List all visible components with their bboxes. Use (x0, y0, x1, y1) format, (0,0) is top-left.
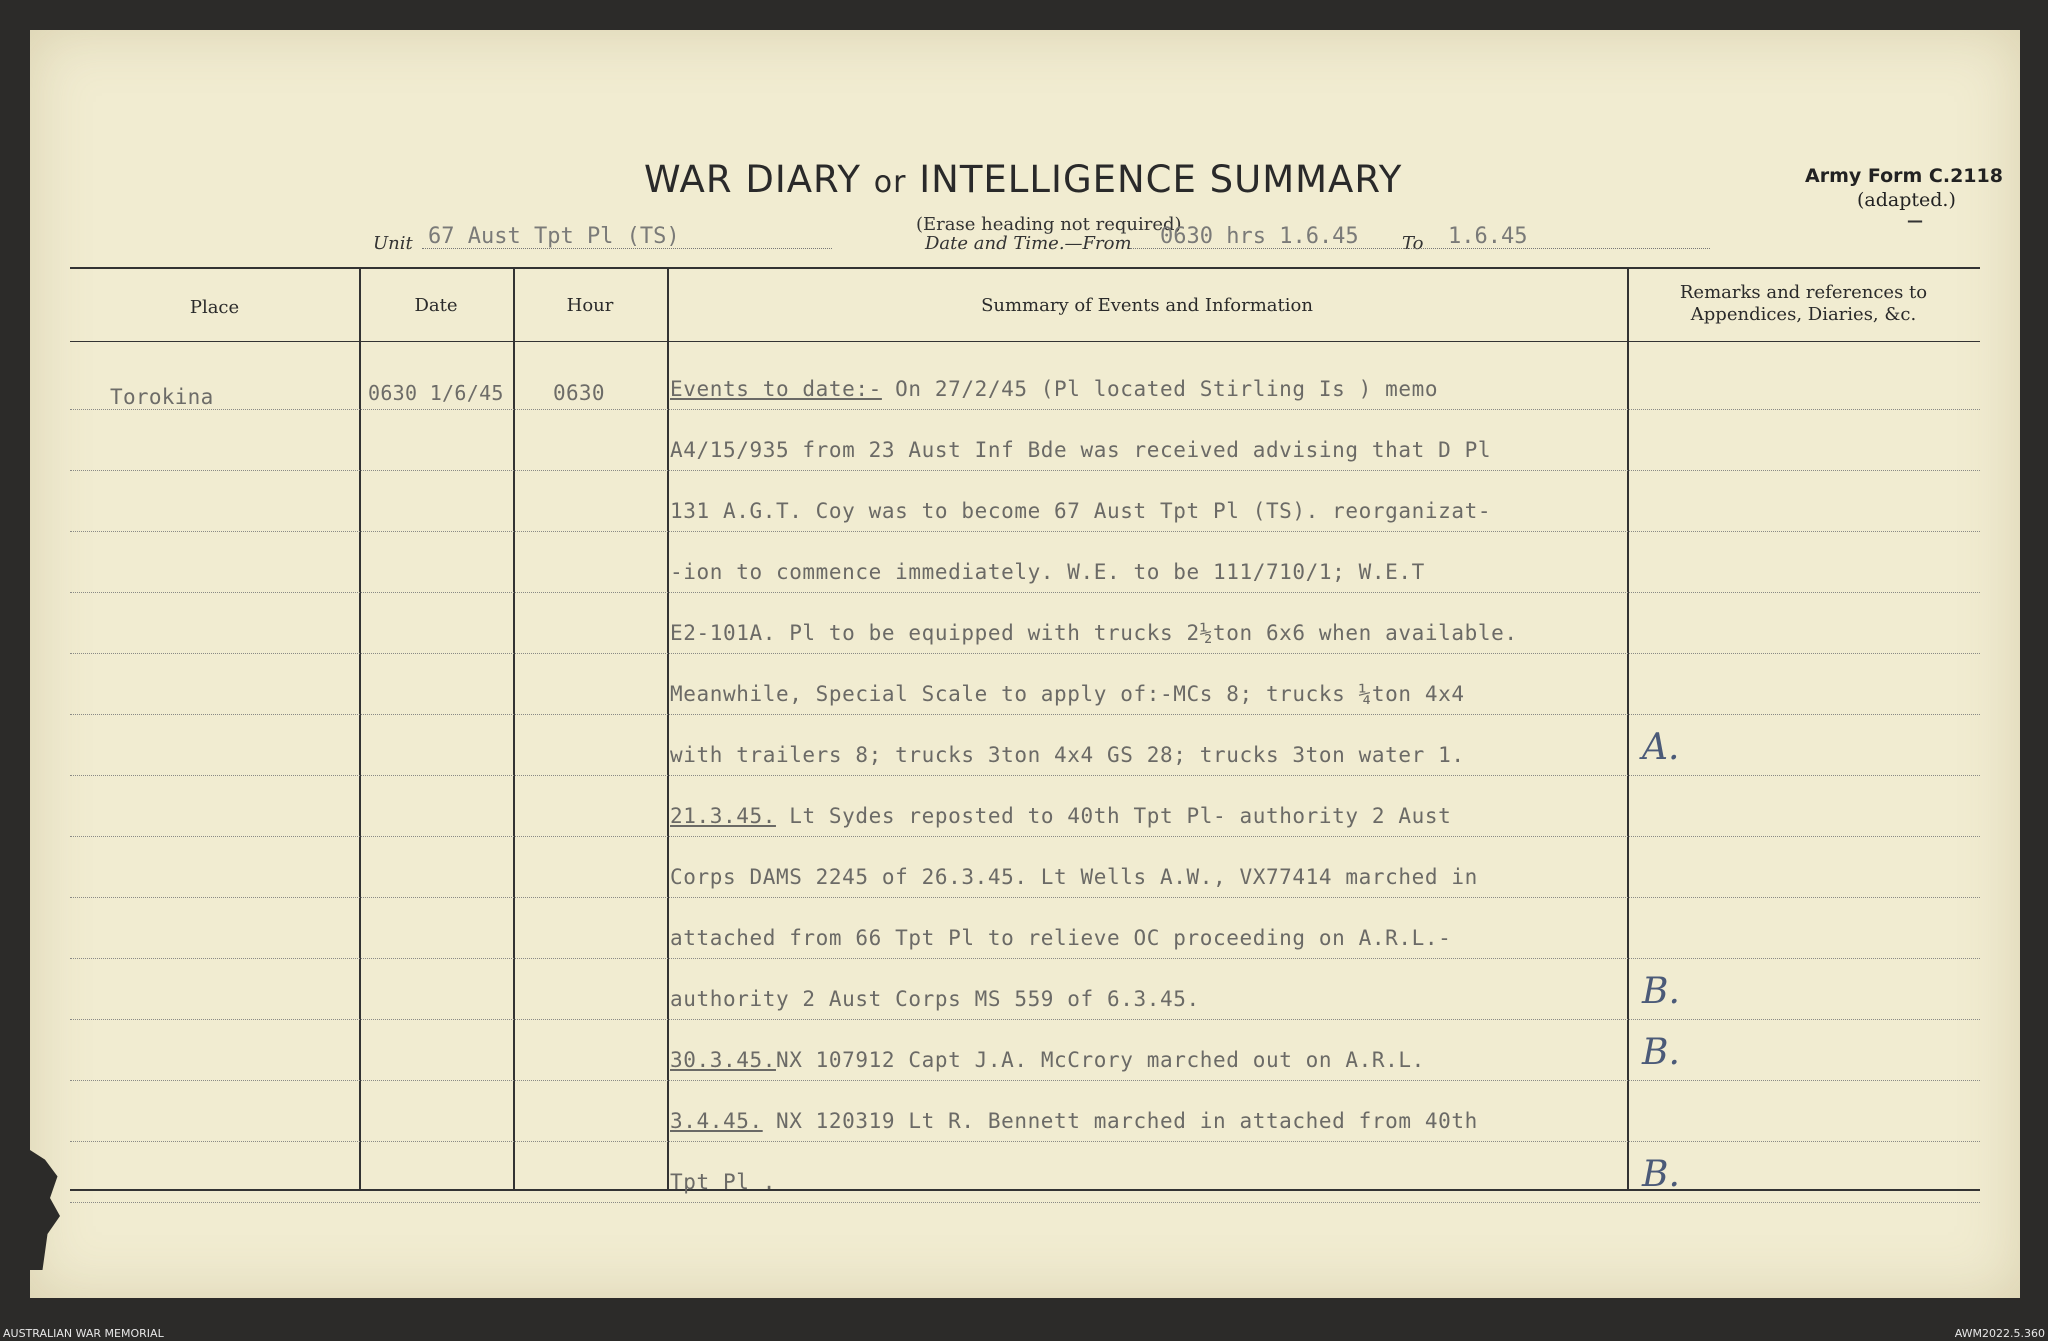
col-header-summary: Summary of Events and Information (981, 295, 1313, 316)
summary-line (670, 1048, 1425, 1072)
army-form-adapted: (adapted.) (1857, 189, 1956, 211)
diary-page (30, 30, 2020, 1298)
row-rule (70, 592, 1980, 593)
entry-date-lead: 30.3.45. (670, 1048, 776, 1072)
page-title (644, 158, 1402, 201)
entry-text: -ion to commence immediately. W.E. to be 111/710/1; W.E.T (670, 560, 1425, 584)
row-rule (70, 1080, 1980, 1081)
col-divider-hour (667, 267, 669, 1189)
summary-line (670, 743, 1465, 767)
row-rule (70, 409, 1980, 410)
entry-text: Tpt Pl . (670, 1170, 776, 1194)
datetime-label: Date and Time.—From (925, 233, 1132, 254)
col-divider-place (359, 267, 361, 1189)
remark-initial-mark: B. (1642, 1154, 1680, 1195)
row-rule (70, 1019, 1980, 1020)
entry-text: with trailers 8; trucks 3ton 4x4 GS 28; trucks 3ton water 1. (670, 743, 1465, 767)
remark-initial-mark: A. (1642, 727, 1680, 768)
datetime-dotted-line (1130, 248, 1710, 249)
row-rule (70, 531, 1980, 532)
row-rule (70, 470, 1980, 471)
unit-value: 67 Aust Tpt Pl (TS) (428, 224, 680, 249)
entry-text: authority 2 Aust Corps MS 559 of 6.3.45. (670, 987, 1200, 1011)
row-rule (70, 897, 1980, 898)
unit-label: Unit (373, 233, 413, 254)
col-header-place: Place (189, 297, 240, 318)
row-rule (70, 958, 1980, 959)
table-top-rule (70, 267, 1980, 269)
remark-initial-mark: B. (1642, 971, 1680, 1012)
table-header-rule (70, 341, 1980, 342)
row-rule (70, 653, 1980, 654)
entry-date-lead: Events to date:- (670, 377, 882, 401)
entry-date-lead: 3.4.45. (670, 1109, 763, 1133)
summary-line (670, 560, 1425, 584)
entry-text: Meanwhile, Special Scale to apply of:-MCs 8; trucks ¼ton 4x4 (670, 682, 1465, 706)
table-bottom-rule (70, 1189, 1980, 1191)
title-or: or (873, 165, 907, 200)
cell-hour: 0630 (553, 381, 605, 405)
row-rule (70, 1141, 1980, 1142)
entry-text: Corps DAMS 2245 of 26.3.45. Lt Wells A.W., VX77414 marched in (670, 865, 1478, 889)
to-value: 1.6.45 (1448, 224, 1528, 249)
summary-line (670, 804, 1451, 828)
erase-heading-note: (Erase heading not required) (916, 214, 1182, 235)
entry-text: 131 A.G.T. Coy was to become 67 Aust Tpt Pl (TS). reorganizat- (670, 499, 1492, 523)
entry-text: NX 107912 Capt J.A. McCrory marched out on A.R.L. (775, 1048, 1425, 1072)
remarks-header-line1: Remarks and references to (1679, 282, 1928, 303)
col-header-hour: Hour (566, 295, 614, 316)
summary-line (670, 987, 1200, 1011)
summary-line (670, 865, 1478, 889)
summary-line (670, 1170, 776, 1194)
remarks-header-line2: Appendices, Diaries, &c. (1690, 304, 1917, 325)
entry-text: attached from 66 Tpt Pl to relieve OC proceeding on A.R.L.- (670, 926, 1452, 950)
row-rule (70, 1202, 1980, 1203)
army-form-number: Army Form C.2118 (1805, 165, 2003, 187)
diary-table (70, 267, 1980, 1197)
summary-line (670, 438, 1491, 462)
from-value: 0630 hrs 1.6.45 (1160, 224, 1359, 249)
cell-place: Torokina (110, 385, 214, 409)
to-label: To (1402, 233, 1424, 254)
title-intelligence-summary: INTELLIGENCE SUMMARY (919, 158, 1403, 201)
entry-date-lead: 21.3.45. (670, 804, 776, 828)
footer-credit: AUSTRALIAN WAR MEMORIAL (3, 1327, 164, 1340)
footer-accession: AWM2022.5.360 (1954, 1327, 2045, 1340)
row-rule (70, 714, 1980, 715)
entry-text: A4/15/935 from 23 Aust Inf Bde was received advising that D Pl (670, 438, 1492, 462)
summary-line (670, 621, 1518, 645)
summary-line (670, 377, 1438, 401)
entry-text: On 27/2/45 (Pl located Stirling Is ) memo (881, 377, 1439, 401)
col-divider-summary (1627, 267, 1629, 1189)
row-rule (70, 836, 1980, 837)
unit-dotted-line (422, 248, 832, 249)
row-rule (70, 775, 1980, 776)
col-header-remarks (1627, 282, 1980, 326)
summary-line (670, 499, 1491, 523)
title-war-diary: WAR DIARY (644, 158, 861, 201)
entry-text: NX 120319 Lt R. Bennett marched in attached from 40th (762, 1109, 1478, 1133)
col-divider-date (513, 267, 515, 1189)
entry-text: E2-101A. Pl to be equipped with trucks 2½ton 6x6 when available. (670, 621, 1518, 645)
summary-line (670, 682, 1465, 706)
remark-initial-mark: B. (1642, 1032, 1680, 1073)
col-header-date: Date (414, 295, 458, 316)
cell-date: 0630 1/6/45 (368, 381, 504, 405)
army-form-reference (1805, 165, 2035, 230)
summary-line (670, 1109, 1478, 1133)
summary-line (670, 926, 1451, 950)
army-form-mark: — (1907, 211, 1923, 230)
entry-text: Lt Sydes reposted to 40th Tpt Pl- authority 2 Aust (775, 804, 1452, 828)
